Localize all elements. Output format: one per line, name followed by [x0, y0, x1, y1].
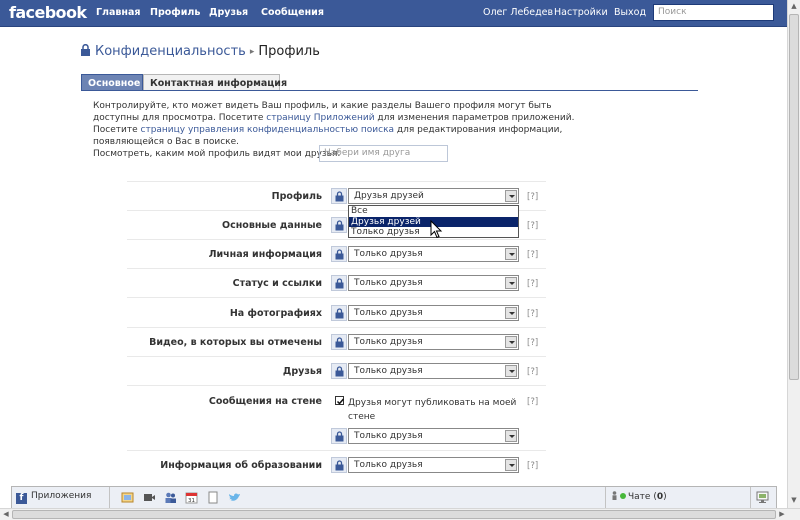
- setting-label-friends: Друзья: [282, 366, 322, 377]
- divider: [109, 487, 110, 508]
- setting-label-basic-info: Основные данные: [222, 220, 322, 231]
- select-value: Только друзья: [354, 366, 423, 376]
- lock-icon: [335, 431, 344, 442]
- calendar-icon[interactable]: [185, 491, 198, 504]
- row-divider: [127, 327, 546, 328]
- row-divider: [127, 239, 546, 240]
- setting-label-status-links: Статус и ссылки: [232, 278, 322, 289]
- divider: [605, 487, 606, 508]
- wall-posting-checkbox-label[interactable]: Друзья могут публиковать на моей стене: [348, 398, 517, 422]
- dropdown-option-friends-only[interactable]: Только друзья: [351, 227, 420, 237]
- horizontal-scroll-thumb[interactable]: [12, 510, 776, 519]
- row-divider: [127, 181, 546, 182]
- help-link[interactable]: [?]: [527, 338, 539, 348]
- facebook-logo[interactable]: facebook: [9, 3, 87, 22]
- lock-icon: [80, 44, 91, 56]
- select-value: Только друзья: [354, 308, 423, 318]
- privacy-lock-button[interactable]: [331, 246, 347, 262]
- privacy-lock-button[interactable]: [331, 334, 347, 350]
- chevron-down-icon[interactable]: [505, 277, 517, 289]
- privacy-lock-button[interactable]: [331, 217, 347, 233]
- dropdown-option-all[interactable]: Все: [351, 206, 368, 216]
- setting-label-photos: На фотографиях: [229, 308, 322, 319]
- chat-button[interactable]: Чате (0): [612, 491, 667, 502]
- row-divider: [127, 297, 546, 298]
- help-link[interactable]: [?]: [527, 250, 539, 260]
- privacy-lock-button[interactable]: [331, 457, 347, 473]
- scroll-right-icon[interactable]: ▶: [779, 510, 785, 518]
- notes-icon[interactable]: [206, 491, 219, 504]
- chat-online-count: 0: [656, 492, 664, 502]
- select-videos[interactable]: [348, 334, 519, 350]
- person-icon: [612, 491, 617, 500]
- search-input[interactable]: Поиск: [653, 4, 774, 21]
- help-link[interactable]: [?]: [527, 461, 539, 471]
- svg-text:31: 31: [188, 498, 195, 504]
- privacy-lock-button[interactable]: [331, 363, 347, 379]
- lock-icon: [335, 191, 344, 202]
- lock-icon: [335, 249, 344, 260]
- help-link[interactable]: [?]: [527, 397, 539, 407]
- intro-text-part: для редактирования информации, появляющейся о Вас в поиске.: [93, 125, 563, 147]
- scroll-down-icon[interactable]: ▼: [791, 496, 797, 504]
- vertical-scroll-thumb[interactable]: [789, 14, 799, 380]
- nav-friends[interactable]: Друзья: [209, 7, 249, 18]
- select-photos[interactable]: [348, 305, 519, 321]
- setting-label-education: Информация об образовании: [160, 460, 322, 471]
- select-status-links[interactable]: [348, 275, 519, 291]
- row-divider: [127, 268, 546, 269]
- help-link[interactable]: [?]: [527, 367, 539, 377]
- help-link[interactable]: [?]: [527, 309, 539, 319]
- help-link[interactable]: [?]: [527, 279, 539, 289]
- mouse-cursor-icon: [430, 220, 443, 240]
- breadcrumb: [80, 44, 320, 59]
- tab-basic[interactable]: Основное: [81, 74, 143, 91]
- lock-icon: [335, 308, 344, 319]
- scroll-up-icon[interactable]: ▲: [791, 2, 797, 10]
- applications-label: Приложения: [31, 491, 92, 501]
- intro-text: [93, 100, 593, 148]
- breadcrumb-privacy-link[interactable]: Конфиденциальность: [95, 44, 246, 59]
- horizontal-scrollbar[interactable]: [0, 508, 800, 520]
- tab-underline: [81, 90, 698, 91]
- online-status-icon: [620, 493, 626, 499]
- scroll-left-icon[interactable]: ◀: [3, 510, 9, 518]
- chevron-down-icon[interactable]: [505, 459, 517, 471]
- lock-icon: [335, 366, 344, 377]
- intro-text-part: для изменения параметров приложений. Посетите: [93, 113, 575, 135]
- nav-messages[interactable]: Сообщения: [261, 7, 324, 18]
- breadcrumb-separator: ▸: [249, 47, 255, 57]
- settings-link[interactable]: Настройки: [554, 7, 608, 18]
- select-value: Только друзья: [354, 278, 423, 288]
- lock-icon: [335, 337, 344, 348]
- setting-label-wall-posts: Сообщения на стене: [208, 396, 322, 407]
- privacy-lock-button[interactable]: [331, 305, 347, 321]
- select-education[interactable]: [348, 457, 519, 473]
- facebook-square-icon: f: [16, 493, 27, 504]
- applications-menu-button[interactable]: [16, 491, 91, 504]
- logout-link[interactable]: Выход: [614, 7, 647, 18]
- preview-label: Посмотреть, каким мой профиль видят мои друзья:: [93, 149, 341, 159]
- chevron-down-icon[interactable]: [505, 248, 517, 260]
- select-value: Друзья друзей: [354, 191, 424, 201]
- nav-home[interactable]: Главная: [96, 7, 141, 18]
- bottom-chat-bar: [11, 486, 777, 508]
- privacy-lock-button[interactable]: [331, 188, 347, 204]
- select-profile[interactable]: [348, 188, 519, 204]
- select-personal-info[interactable]: [348, 246, 519, 262]
- lock-icon: [335, 278, 344, 289]
- top-bar: [0, 0, 787, 27]
- monitor-icon[interactable]: [756, 491, 769, 504]
- privacy-lock-button[interactable]: [331, 275, 347, 291]
- vertical-scrollbar[interactable]: [787, 0, 800, 508]
- row-divider: [127, 450, 546, 451]
- chat-label: Чате: [628, 492, 651, 502]
- video-icon[interactable]: [143, 491, 156, 504]
- friend-name-input[interactable]: Набери имя друга: [319, 145, 448, 162]
- setting-label-videos: Видео, в которых вы отмечены: [149, 337, 322, 348]
- wall-posting-checkbox[interactable]: [335, 396, 344, 405]
- page-title: Профиль: [258, 44, 320, 59]
- help-link[interactable]: [?]: [527, 221, 539, 231]
- chevron-down-icon[interactable]: [505, 365, 517, 377]
- twitter-bird-icon[interactable]: [228, 491, 241, 504]
- intro-text-part: Контролируйте, кто может видеть Ваш профиль, и какие разделы Вашего профиля могут быть доступны для просмотра. Посетите: [93, 101, 552, 123]
- checkmark-icon: [336, 397, 345, 406]
- search-privacy-link[interactable]: страницу управления конфиденциальностью поиска: [140, 125, 395, 135]
- row-divider: [127, 385, 546, 386]
- select-value: Только друзья: [354, 431, 423, 441]
- tab-contact-info[interactable]: Контактная информация: [143, 74, 280, 91]
- setting-label-profile: Профиль: [271, 191, 322, 202]
- setting-label-personal-info: Личная информация: [208, 249, 322, 260]
- photos-icon[interactable]: [121, 491, 134, 504]
- select-wall-posts[interactable]: [348, 428, 519, 444]
- select-value: Только друзья: [354, 337, 423, 347]
- chevron-down-icon[interactable]: [505, 307, 517, 319]
- help-link[interactable]: [?]: [527, 192, 539, 202]
- chevron-down-icon[interactable]: [505, 430, 517, 442]
- select-friends[interactable]: [348, 363, 519, 379]
- row-divider: [127, 356, 546, 357]
- chevron-down-icon[interactable]: [505, 336, 517, 348]
- user-name-link[interactable]: Олег Лебедев: [483, 7, 554, 18]
- lock-icon: [335, 220, 344, 231]
- select-value: Только друзья: [354, 460, 423, 470]
- friends-icon[interactable]: [164, 491, 177, 504]
- dropdown-option-friends-of-friends[interactable]: Друзья друзей: [349, 217, 518, 228]
- divider: [750, 487, 751, 508]
- privacy-lock-button[interactable]: [331, 428, 347, 444]
- lock-icon: [335, 460, 344, 471]
- select-value: Только друзья: [354, 249, 423, 259]
- nav-profile[interactable]: Профиль: [150, 7, 201, 18]
- applications-page-link[interactable]: страницу Приложений: [266, 113, 375, 123]
- chevron-down-icon[interactable]: [505, 190, 517, 202]
